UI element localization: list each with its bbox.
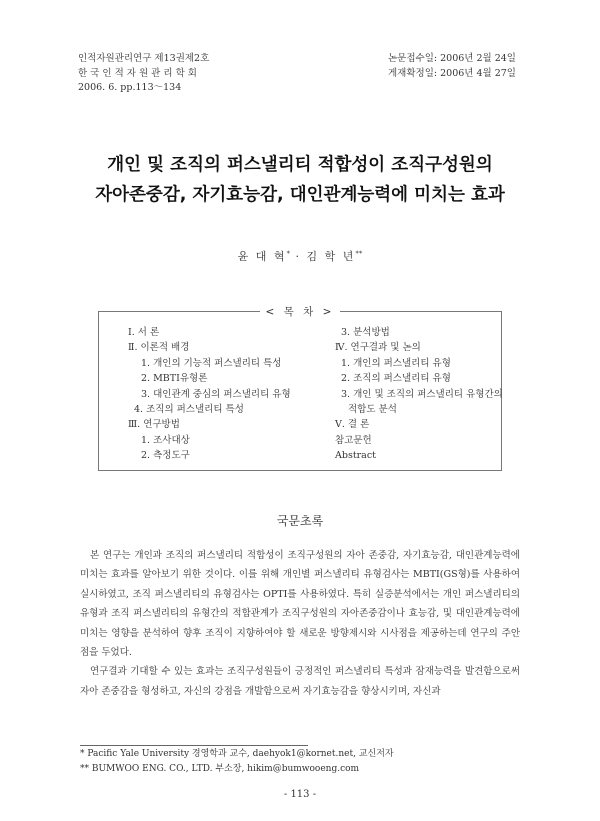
toc-item: 3. 개인 및 조직의 퍼스낼리티 유형간의 bbox=[341, 388, 503, 400]
author-1-mark: * bbox=[286, 249, 290, 258]
paper-title bbox=[0, 150, 600, 210]
title-line-1: 개인 및 조직의 퍼스낼리티 적합성이 조직구성원의 bbox=[107, 155, 493, 175]
author-2-mark: ** bbox=[355, 249, 363, 258]
issue-info: 2006. 6. pp.113～134 bbox=[78, 82, 182, 93]
toc-item: Abstract bbox=[335, 450, 376, 462]
footnote-1: * Pacific Yale University 경영학과 교수, daehyok1@kornet.net, 교신저자 bbox=[80, 749, 394, 759]
toc-item: Ⅱ. 이론적 배경 bbox=[128, 342, 190, 354]
toc-item: 1. 조사대상 bbox=[141, 434, 190, 446]
toc-item: Ⅳ. 연구결과 및 논의 bbox=[335, 342, 421, 354]
toc-item: 1. 개인의 퍼스낼리티 유형 bbox=[341, 357, 451, 369]
toc-heading bbox=[0, 304, 600, 319]
abstract-heading: 국문초록 bbox=[276, 514, 324, 528]
toc-item: 4. 조직의 퍼스낼리티 특성 bbox=[134, 404, 244, 416]
toc-item: 2. 조직의 퍼스낼리티 유형 bbox=[341, 373, 451, 385]
toc-item: 3. 대인관계 중심의 퍼스낼리티 유형 bbox=[141, 388, 291, 400]
author-1: 윤 대 혁 bbox=[237, 250, 287, 263]
society-name: 한 국 인 적 자 원 관 리 학 회 bbox=[78, 67, 197, 79]
received-date: 논문접수일: 2006년 2월 24일 bbox=[388, 53, 516, 64]
toc-item: Ⅴ. 결 론 bbox=[335, 419, 370, 431]
author-2: 김 학 년 bbox=[306, 250, 356, 263]
title-line-2: 자아존중감, 자기효능감, 대인관계능력에 미치는 효과 bbox=[95, 185, 505, 205]
author-line bbox=[0, 248, 600, 264]
toc-item: Ⅲ. 연구방법 bbox=[128, 419, 180, 431]
abstract-paragraph-1: 본 연구는 개인과 조직의 퍼스낼리티 적합성이 조직구성원의 자아 존중감, 자기효능감, 대인관계능력에 미치는 효과를 알아보기 위한 것이다. 이를 위해 개인별 퍼스낼리티 유형검사는 MBTI(GS형)를 사용하여 실시하였고, 조직 퍼스낼리티의 유형검사는 OPTI를 사용하였다. 특히 실증분석에서는 개인 퍼스낼리티의 유형과 조직 퍼스낼리티의 유형간의 적합관계가 조직구성원의 자아존중감이나 효능감, 및 대인관계능력에 미치는 영향을 분석하여 향후 조직이 지향하여야 할 새로운 방향제시와 시사점을 제공하는데 연구의 주안점을 두었다. bbox=[80, 550, 520, 659]
author-separator: · bbox=[295, 250, 301, 263]
toc-item: Ⅰ. 서 론 bbox=[128, 327, 160, 338]
abstract-body bbox=[80, 546, 520, 701]
toc-item: 참고문헌 bbox=[335, 434, 372, 446]
toc-right-column bbox=[335, 325, 503, 464]
page-number: - 113 - bbox=[283, 789, 317, 800]
toc-item: 3. 분석방법 bbox=[341, 327, 390, 338]
toc-item: 1. 개인의 기능적 퍼스낼리티 특성 bbox=[141, 357, 282, 369]
toc-item: 2. 측정도구 bbox=[141, 450, 190, 462]
toc-item: 2. MBTI유형론 bbox=[141, 373, 208, 385]
abstract-paragraph-2: 연구결과 기대할 수 있는 효과는 조직구성원들이 긍정적인 퍼스낼리티 특성과 잠재능력을 발견함으로써 자아 존중감을 형성하고, 자신의 강점을 개발함으로써 자기효능감을 향상시키며, 자신과 bbox=[80, 666, 520, 697]
footnote-2: ** BUMWOO ENG. CO., LTD. 부소장, hikim@bumwooeng.com bbox=[80, 763, 360, 774]
footnotes bbox=[80, 747, 394, 776]
footnote-rule bbox=[80, 745, 308, 746]
journal-name: 인적자원관리연구 제13권제2호 bbox=[78, 53, 210, 64]
journal-header-right bbox=[388, 52, 516, 81]
toc-left-column bbox=[128, 325, 291, 464]
toc-item: 적합도 분석 bbox=[348, 404, 397, 416]
journal-header-left bbox=[78, 52, 209, 96]
accepted-date: 게재확정일: 2006년 4월 27일 bbox=[388, 67, 516, 79]
toc-heading-label: < 목 차 > bbox=[260, 306, 341, 318]
